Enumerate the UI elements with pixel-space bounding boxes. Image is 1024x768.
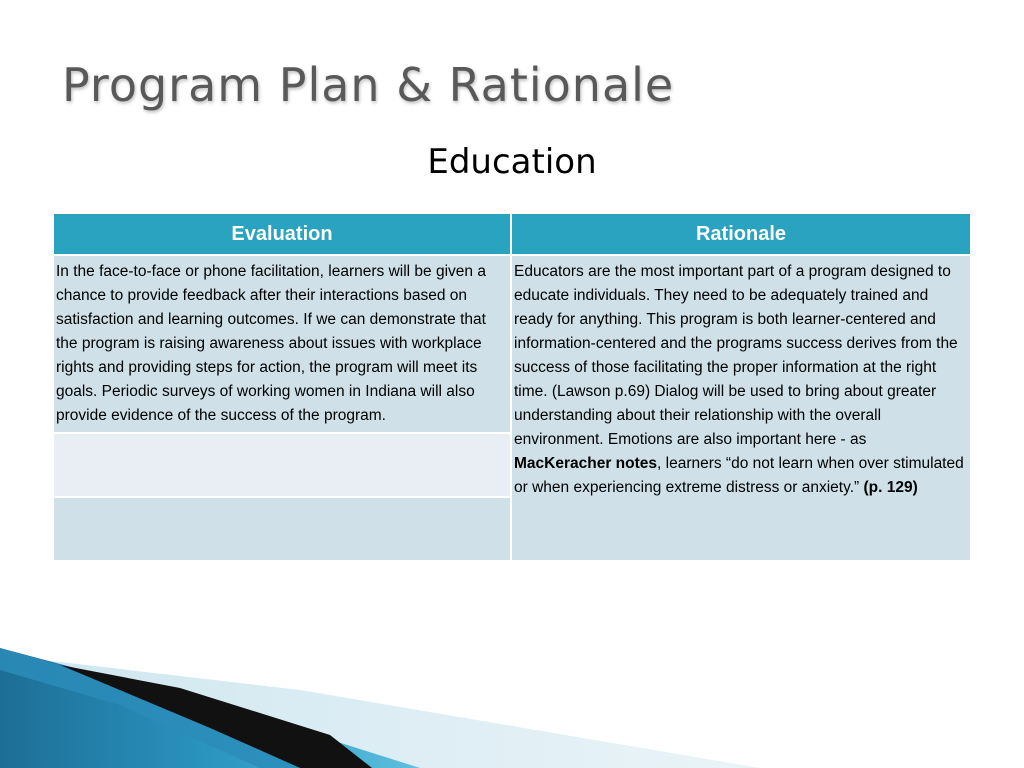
rationale-bold-citation: MacKeracher notes: [514, 455, 658, 472]
slide-title: Program Plan & Rationale: [62, 58, 675, 112]
rationale-page-citation: (p. 129): [863, 479, 918, 496]
evaluation-cell: In the face-to-face or phone facilitation, learners will be given a chance to provide feedback after their interactions based on satisfaction and learning outcomes. If we can demonstrate that the program is raising awareness about issues with workplace rights and providing steps for action, the program will meet its goals. Periodic surveys of working women in Indiana will also provide evidence of the success of the program.: [53, 255, 511, 433]
header-evaluation: Evaluation: [53, 213, 511, 255]
rationale-text-2: , learners “do not learn when over stimulated or when experiencing extreme distress or anxiety.”: [514, 455, 964, 496]
header-rationale: Rationale: [511, 213, 971, 255]
rationale-text-1: Educators are the most important part of a program designed to educate individuals. They need to be adequately trained and ready for anything. This program is both learner-centered and information-centered and the programs success derives from the success of those facilitating the proper information at the right time. (Lawson p.69) Dialog will be used to bring about greater understanding about their relationship with the overall environment. Emotions are also important here - as: [514, 263, 958, 448]
subtitle-text: Education: [427, 142, 597, 182]
